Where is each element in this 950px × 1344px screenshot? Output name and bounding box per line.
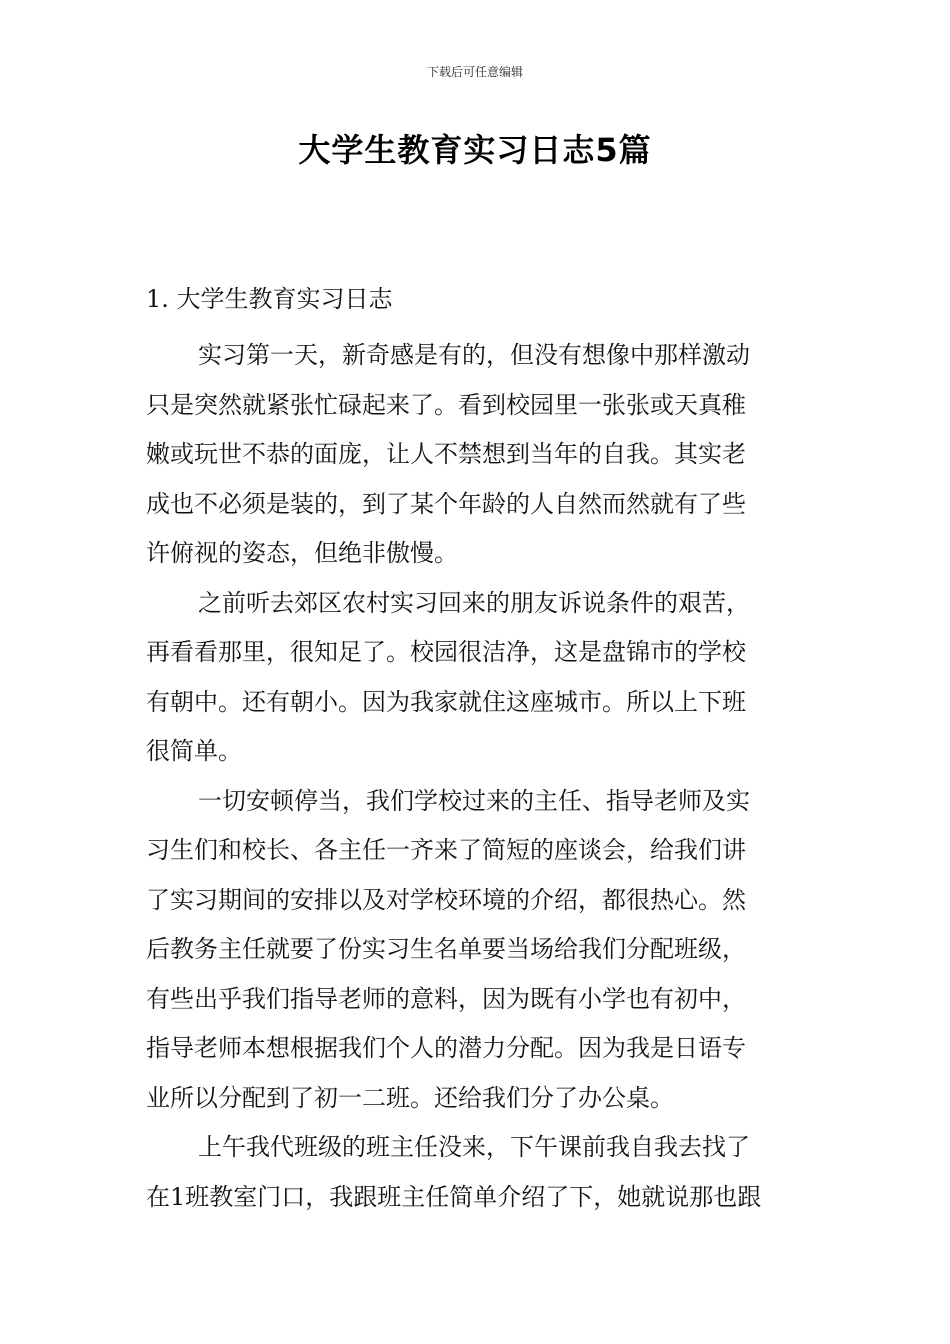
paragraph-line: 后教务主任就要了份实习生名单要当场给我们分配班级， <box>146 935 746 963</box>
paragraph-line: 业所以分配到了初一二班。还给我们分了办公桌。 <box>146 1083 674 1112</box>
section-heading: 1. 大学生教育实习日志 <box>146 285 393 313</box>
paragraph-line: 习生们和校长、各主任一齐来了简短的座谈会，给我们讲 <box>146 836 746 864</box>
document-title: 大学生教育实习日志5篇 <box>298 131 652 169</box>
paragraph-line: 有朝中。还有朝小。因为我家就住这座城市。所以上下班 <box>146 687 746 716</box>
paragraph <box>146 331 810 579</box>
paragraph <box>146 777 810 1124</box>
paragraph-line: 很简单。 <box>146 737 242 765</box>
paragraph <box>146 1123 810 1222</box>
paragraph-line: 之前听去郊区农村实习回来的朋友诉说条件的艰苦， <box>198 588 750 617</box>
paragraph-line: 指导老师本想根据我们个人的潜力分配。因为我是日语专 <box>146 1034 746 1062</box>
paragraph-line: 有些出乎我们指导老师的意料，因为既有小学也有初中， <box>146 984 746 1013</box>
paragraph-line: 在1班教室门口，我跟班主任简单介绍了下，她就说那也跟 <box>146 1182 762 1211</box>
document-body <box>146 282 810 1222</box>
paragraph-line: 再看看那里，很知足了。校园很洁净，这是盘锦市的学校 <box>146 638 746 666</box>
paragraph-line: 成也不必须是装的，到了某个年龄的人自然而然就有了些 <box>146 489 746 518</box>
header-note: 下载后可任意编辑 <box>426 65 523 79</box>
paragraph-line: 上午我代班级的班主任没来，下午课前我自我去找了 <box>198 1133 750 1161</box>
paragraph-line: 一切安顿停当，我们学校过来的主任、指导老师及实 <box>198 786 750 815</box>
paragraph-line: 只是突然就紧张忙碌起来了。看到校园里一张张或天真稚 <box>146 390 746 419</box>
paragraph-line: 了实习期间的安排以及对学校环境的介绍，都很热心。然 <box>146 885 746 914</box>
paragraph-line: 许俯视的姿态，但绝非傲慢。 <box>146 539 458 567</box>
paragraph <box>146 579 810 777</box>
paragraph-line: 嫩或玩世不恭的面庞，让人不禁想到当年的自我。其实老 <box>146 440 746 468</box>
paragraph-line: 实习第一天，新奇感是有的，但没有想像中那样激动 <box>198 341 750 369</box>
